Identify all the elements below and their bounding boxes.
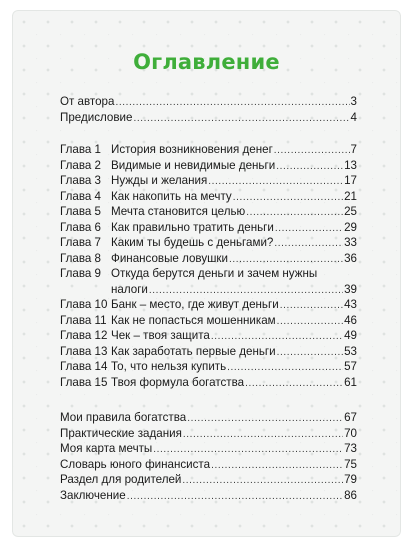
chapter-title: Как заработать первые деньги: [111, 344, 276, 358]
toc-entry[interactable]: [60, 488, 357, 504]
chapter-page: 61: [344, 375, 357, 389]
toc-chapter-entry-continuation[interactable]: [60, 282, 357, 298]
chapter-number: Глава 1: [60, 143, 101, 156]
dot-leader: [208, 174, 343, 190]
page-title: Оглавление: [133, 50, 280, 74]
chapter-page: 39: [344, 282, 357, 296]
toc-chapter-entry[interactable]: [60, 204, 357, 220]
toc-entry-page: 70: [344, 426, 357, 440]
toc-chapter-entry[interactable]: [60, 297, 357, 313]
chapter-title: Мечта становится целью: [111, 205, 246, 218]
toc-entry-page: 79: [344, 473, 357, 486]
toc-chapter-entry[interactable]: [60, 266, 357, 282]
chapter-page: 43: [344, 298, 357, 311]
toc-entry-page: 4: [350, 110, 357, 124]
dot-leader: [227, 360, 343, 376]
dot-leader: [277, 314, 343, 330]
chapter-title: Как не попасться мошенникам: [111, 313, 276, 327]
dot-leader: [153, 442, 343, 458]
chapter-number: Глава 3: [60, 174, 101, 187]
dot-leader: [275, 221, 343, 237]
dot-leader: [182, 473, 343, 489]
chapter-number: Глава 10: [60, 298, 108, 311]
chapter-title: Твоя формула богатства: [111, 375, 245, 389]
dot-leader: [274, 236, 343, 252]
chapter-number: Глава 12: [60, 329, 108, 342]
dot-leader: [149, 283, 343, 299]
dot-leader: [133, 111, 349, 127]
toc-chapter-entry[interactable]: [60, 328, 357, 344]
chapter-number: Глава 13: [60, 344, 108, 358]
toc-entry[interactable]: [60, 110, 357, 126]
dot-leader: [233, 190, 343, 206]
toc-chapter-entry[interactable]: [60, 375, 357, 391]
toc-entry-label: Мои правила богатства: [60, 411, 187, 424]
toc-chapter-entry[interactable]: [60, 158, 357, 174]
dot-leader: [115, 95, 349, 111]
chapter-title: Откуда берутся деньги и зачем нужны: [111, 267, 318, 280]
chapter-title: Чек – твоя защита: [111, 329, 210, 342]
toc-entry-page: 75: [344, 457, 357, 471]
dot-leader: [211, 458, 343, 474]
toc-entry-label: Моя карта мечты: [60, 442, 153, 455]
chapter-title: История возникновения денег: [111, 143, 273, 156]
toc-entry-label: Словарь юного финансиста: [60, 457, 211, 471]
toc-chapter-entry[interactable]: [60, 313, 357, 329]
chapter-number: Глава 7: [60, 236, 101, 249]
toc-entry-label: От автора: [60, 95, 115, 108]
toc-chapter-entry[interactable]: [60, 189, 357, 205]
dot-leader: [245, 376, 343, 392]
dot-leader: [183, 427, 343, 443]
dot-leader: [187, 411, 343, 427]
toc-entry[interactable]: [60, 410, 357, 426]
toc-chapters-section: [60, 142, 357, 390]
dot-leader: [274, 143, 350, 159]
chapter-number: Глава 8: [60, 251, 101, 265]
chapter-number: Глава 2: [60, 158, 101, 172]
dot-leader: [277, 345, 343, 361]
chapter-title-continuation: налоги: [111, 282, 148, 296]
chapter-title: Каким ты будешь с деньгами?: [111, 236, 274, 249]
toc-entry[interactable]: [60, 441, 357, 457]
toc-back-section: [60, 410, 357, 503]
toc-chapter-entry[interactable]: [60, 344, 357, 360]
toc-entry-label: Раздел для родителей: [60, 473, 182, 486]
toc-chapter-entry[interactable]: [60, 220, 357, 236]
chapter-page: 13: [344, 158, 357, 172]
dot-leader: [211, 329, 343, 345]
toc-entry-label: Предисловие: [60, 110, 133, 124]
toc-entry[interactable]: [60, 94, 357, 110]
toc-entry-page: 86: [344, 488, 357, 502]
chapter-page: 46: [344, 313, 357, 327]
toc-front-section: [60, 94, 357, 125]
toc-chapter-entry[interactable]: [60, 359, 357, 375]
chapter-page: 57: [344, 360, 357, 373]
toc-entry-label: Заключение: [60, 488, 126, 502]
chapter-number: Глава 9: [60, 267, 101, 280]
chapter-number: Глава 14: [60, 360, 108, 373]
chapter-title: Видимые и невидимые деньги: [111, 158, 276, 172]
chapter-page: 53: [344, 344, 357, 358]
chapter-number: Глава 6: [60, 220, 101, 234]
chapter-page: 29: [344, 220, 357, 234]
toc-chapter-entry[interactable]: [60, 173, 357, 189]
chapter-page: 33: [344, 236, 357, 249]
chapter-title: То, что нельзя купить: [111, 360, 227, 373]
toc-entry[interactable]: [60, 472, 357, 488]
chapter-page: 36: [344, 251, 357, 265]
toc-entry-page: 67: [344, 411, 357, 424]
chapter-page: 49: [344, 329, 357, 342]
toc-entry[interactable]: [60, 426, 357, 442]
dot-leader: [229, 252, 343, 268]
dot-leader: [127, 489, 343, 505]
chapter-page: 17: [344, 174, 357, 187]
chapter-title: Финансовые ловушки: [111, 251, 228, 265]
chapter-title: Банк – место, где живут деньги: [111, 298, 279, 311]
toc-entry-page: 3: [350, 95, 357, 108]
toc-chapter-entry[interactable]: [60, 251, 357, 267]
chapter-page: 7: [350, 143, 357, 156]
toc-entry[interactable]: [60, 457, 357, 473]
toc-chapter-entry[interactable]: [60, 235, 357, 251]
dot-leader: [280, 298, 343, 314]
chapter-number: Глава 5: [60, 205, 101, 218]
chapter-page: 25: [344, 205, 357, 218]
chapter-title: Как накопить на мечту: [111, 189, 232, 203]
chapter-number: Глава 11: [60, 313, 107, 327]
dot-leader: [246, 205, 343, 221]
dot-leader: [276, 159, 343, 175]
toc-entry-page: 73: [344, 442, 357, 455]
chapter-number: Глава 4: [60, 189, 101, 203]
toc-entry-label: Практические задания: [60, 426, 182, 440]
toc-chapter-entry[interactable]: [60, 142, 357, 158]
chapter-title: Как правильно тратить деньги: [111, 220, 274, 234]
chapter-page: 21: [344, 189, 357, 203]
chapter-title: Нужды и желания: [111, 174, 208, 187]
chapter-number: Глава 15: [60, 375, 108, 389]
